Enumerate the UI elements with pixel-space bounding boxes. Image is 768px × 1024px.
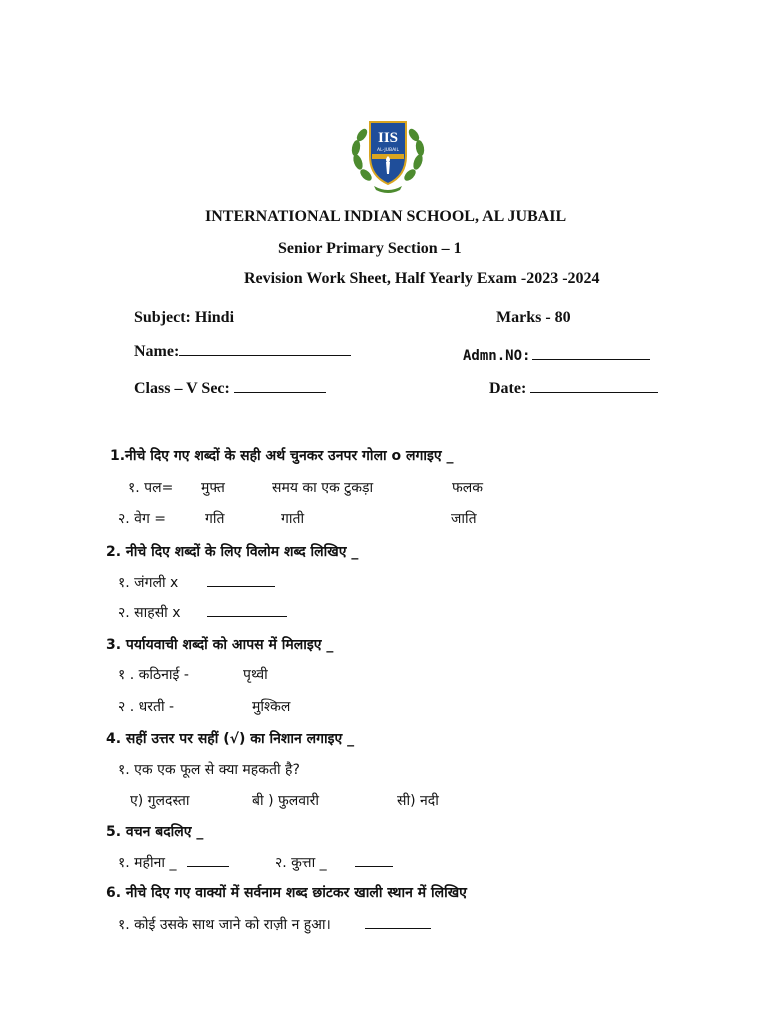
q4-option-c[interactable]: सी) नदी [397, 793, 439, 809]
q1-row2-opt3[interactable]: जाति [451, 511, 477, 527]
q1-row2-opt1[interactable]: गति [205, 511, 225, 527]
q3-row1-right[interactable]: पृथ्वी [243, 667, 268, 683]
q4-title: 4. सहीं उत्तर पर सहीं (√) का निशान लगाइए _ [106, 731, 355, 747]
q1-row2-opt2[interactable]: गाती [281, 511, 305, 527]
q1-title: 1.नीचे दिए गए शब्दों के सही अर्थ चुनकर उनपर गोला o लगाइए _ [110, 448, 454, 464]
marks-label: Marks - 80 [496, 309, 571, 326]
q2-item2 [118, 603, 287, 622]
class-label: Class – V Sec: [134, 380, 230, 397]
q3-title: 3. पर्यायवाची शब्दों को आपस में मिलाइए _ [106, 637, 334, 653]
q2-item1-blank[interactable] [207, 586, 275, 587]
name-field [134, 343, 351, 361]
q6-blank[interactable] [365, 928, 431, 929]
school-name: INTERNATIONAL INDIAN SCHOOL, AL JUBAIL [205, 208, 567, 225]
school-logo [346, 112, 430, 196]
q5-item2-blank[interactable] [355, 866, 393, 867]
q5-item1 [118, 853, 229, 872]
q3-row2-right[interactable]: मुश्किल [252, 699, 291, 715]
q5-item2 [275, 853, 393, 872]
date-label: Date: [489, 380, 527, 397]
q2-item2-blank[interactable] [207, 616, 287, 617]
admn-blank[interactable] [532, 359, 650, 360]
q2-item2-label: २. साहसी x [118, 605, 181, 621]
date-field [489, 380, 658, 398]
q4-option-a[interactable]: ए) गुलदस्ता [130, 793, 190, 809]
q6-item1 [118, 915, 431, 934]
q1-row1-opt1[interactable]: मुफ्त [201, 480, 225, 496]
logo-subtext: AL-JUBAIL [376, 148, 400, 153]
section-title: Senior Primary Section – 1 [278, 240, 462, 257]
q5-item1-label: १. महीना _ [118, 855, 177, 871]
name-label: Name: [134, 343, 180, 360]
q5-title: 5. वचन बदलिए _ [106, 824, 204, 840]
q3-row2-left: २ . धरती - [118, 699, 175, 715]
q2-item1-label: १. जंगली x [118, 575, 179, 591]
sec-blank[interactable] [234, 392, 326, 393]
q4-option-b[interactable]: बी ) फुलवारी [252, 793, 320, 809]
q6-title: 6. नीचे दिए गए वाक्यों में सर्वनाम शब्द छांटकर खाली स्थान में लिखिए [106, 885, 467, 901]
worksheet-title: Revision Work Sheet, Half Yearly Exam -2023 -2024 [244, 270, 600, 287]
name-blank[interactable] [179, 355, 351, 356]
date-blank[interactable] [530, 392, 658, 393]
q6-sentence: १. कोई उसके साथ जाने को राज़ी न हुआ। [118, 917, 331, 933]
q1-row1-word: १. पल= [128, 480, 174, 496]
q1-row1-opt3[interactable]: फलक [452, 480, 484, 496]
q5-item1-blank[interactable] [187, 866, 229, 867]
admn-label: Admn.NO: [463, 348, 531, 364]
q1-row1-opt2[interactable]: समय का एक टुकड़ा [272, 480, 374, 496]
q2-title: 2. नीचे दिए शब्दों के लिए विलोम शब्द लिखिए _ [106, 544, 359, 560]
logo-text: IIS [377, 130, 399, 146]
admn-field [463, 345, 650, 364]
q4-question: १. एक एक फूल से क्या महकती है? [118, 762, 300, 778]
q3-row1-left: १ . कठिनाई - [118, 667, 189, 683]
q1-row2-word: २. वेग = [118, 511, 167, 527]
subject-label: Subject: Hindi [134, 309, 235, 326]
q5-item2-label: २. कुत्ता _ [275, 855, 327, 871]
q2-item1 [118, 573, 275, 592]
class-field [134, 380, 326, 398]
